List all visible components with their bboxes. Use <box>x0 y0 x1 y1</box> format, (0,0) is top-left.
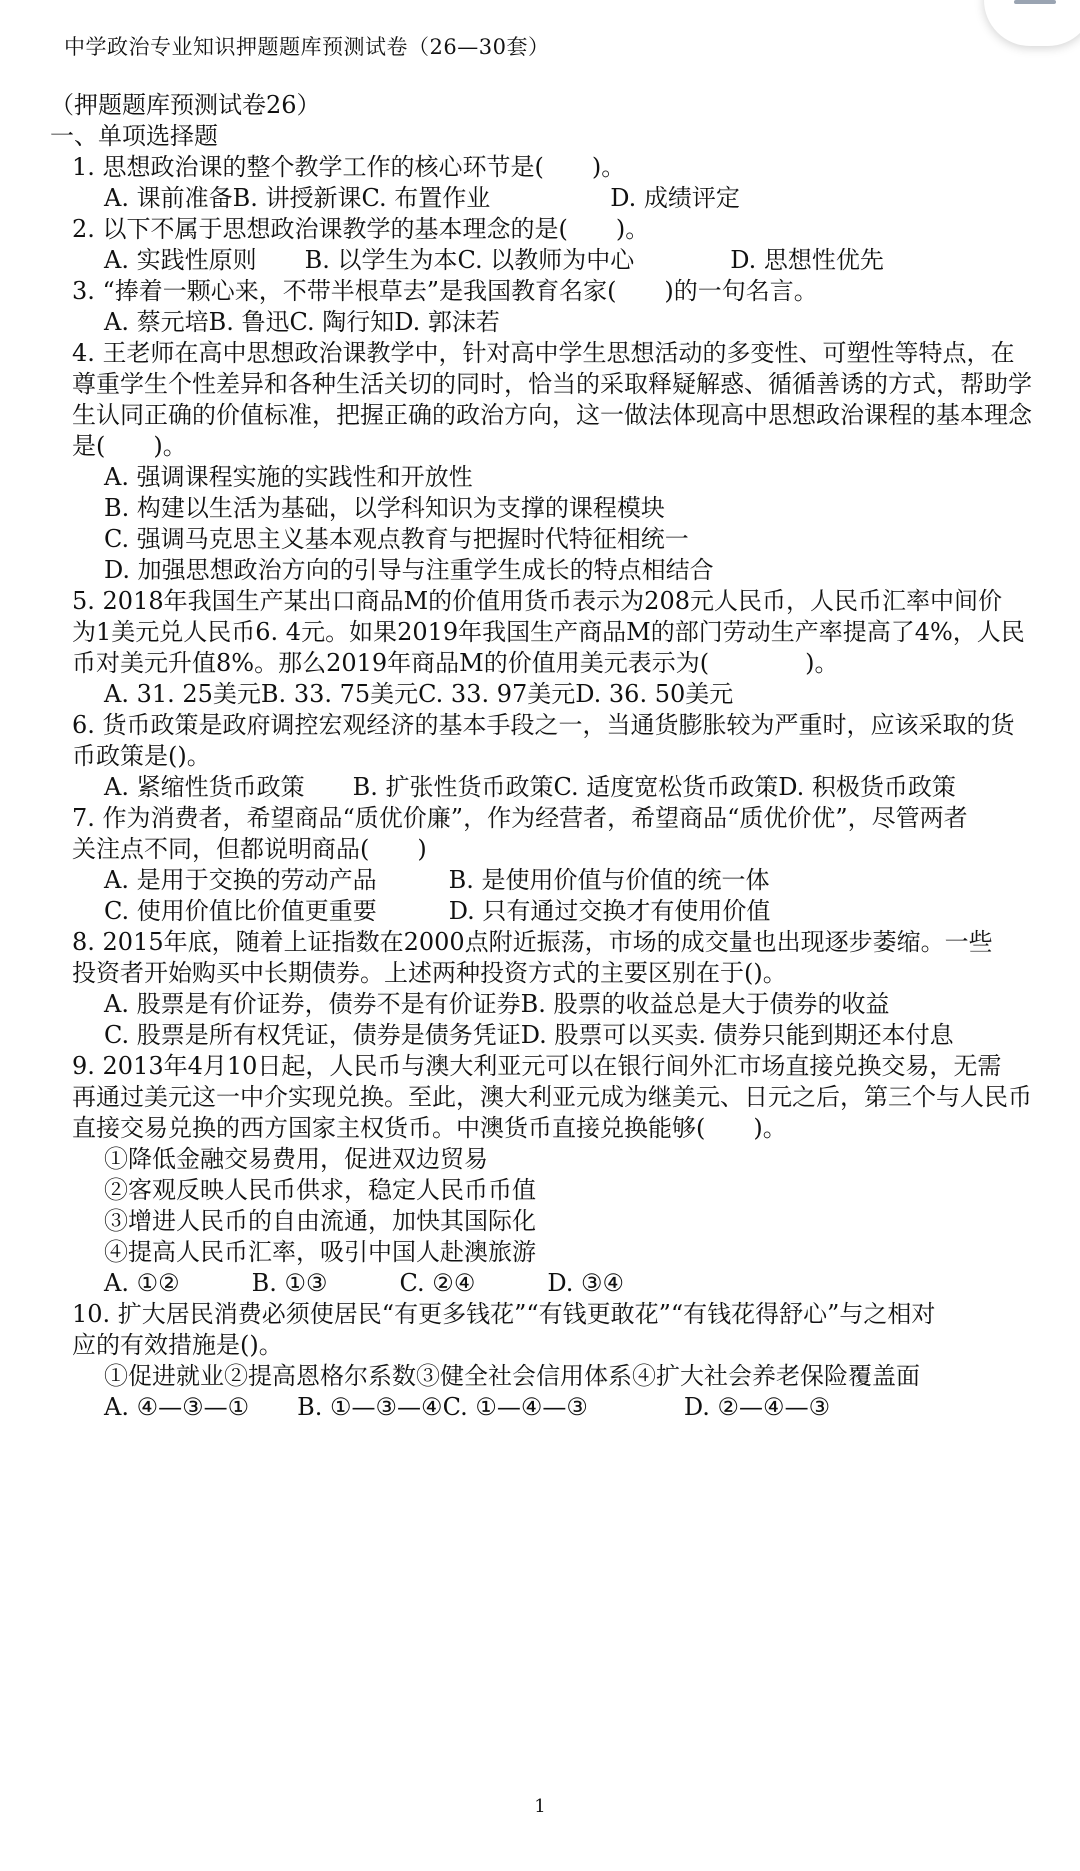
answer-options: ①促进就业②提高恩格尔系数③健全社会信用体系④扩大社会养老保险覆盖面 <box>104 1362 920 1390</box>
answer-options: A. 实践性原则 B. 以学生为本C. 以教师为中心 D. 思想性优先 <box>104 246 884 274</box>
answer-options: C. 股票是所有权凭证，债券是债务凭证D. 股票可以买卖. 债券只能到期还本付息 <box>104 1021 954 1049</box>
answer-options: A. ④—③—① B. ①—③—④C. ①—④—③ D. ②—④—③ <box>104 1393 831 1421</box>
question-stem: 7. 作为消费者，希望商品“质优价廉”，作为经营者，希望商品“质优价优”，尽管两者 <box>72 804 968 832</box>
answer-options: A. 课前准备B. 讲授新课C. 布置作业 D. 成绩评定 <box>104 184 740 212</box>
question-continuation: 尊重学生个性差异和各种生活关切的同时，恰当的采取释疑解惑、循循善诱的方式，帮助学 <box>72 370 1032 398</box>
question-stem: 2. 以下不属于思想政治课教学的基本理念的是( )。 <box>72 215 650 243</box>
question-continuation: 直接交易兑换的西方国家主权货币。中澳货币直接兑换能够( )。 <box>72 1114 787 1142</box>
question-continuation: 是( )。 <box>72 432 187 460</box>
answer-options: B. 构建以生活为基础，以学科知识为支撑的课程模块 <box>104 494 665 522</box>
question-stem: 1. 思想政治课的整个教学工作的核心环节是( )。 <box>72 153 626 181</box>
question-continuation: 币政策是()。 <box>72 742 211 770</box>
menu-button[interactable] <box>984 0 1080 46</box>
question-continuation: 投资者开始购买中长期债券。上述两种投资方式的主要区别在于()。 <box>72 959 787 987</box>
answer-options: A. 31. 25美元B. 33. 75美元C. 33. 97美元D. 36. 50美元 <box>104 680 734 708</box>
question-continuation: 为1美元兑人民币6. 4元。如果2019年我国生产商品M的部门劳动生产率提高了4%，人民 <box>72 618 1025 646</box>
answer-options: A. ①② B. ①③ C. ②④ D. ③④ <box>104 1269 625 1297</box>
answer-options: A. 是用于交换的劳动产品 B. 是使用价值与价值的统一体 <box>104 866 770 894</box>
answer-options: C. 强调马克思主义基本观点教育与把握时代特征相统一 <box>104 525 689 553</box>
question-continuation: 再通过美元这一中介实现兑换。至此，澳大利亚元成为继美元、日元之后，第三个与人民币 <box>72 1083 1032 1111</box>
answer-options: A. 强调课程实施的实践性和开放性 <box>104 463 473 491</box>
question-stem: 10. 扩大居民消费必须使居民“有更多钱花”“有钱更敢花”“有钱花得舒心”与之相对 <box>72 1300 936 1328</box>
page-number: 1 <box>534 1796 546 1817</box>
question-continuation: 币对美元升值8%。那么2019年商品M的价值用美元表示为( )。 <box>72 649 839 677</box>
answer-options: ②客观反映人民币供求，稳定人民币币值 <box>104 1176 536 1204</box>
question-stem: 6. 货币政策是政府调控宏观经济的基本手段之一，当通货膨胀较为严重时，应该采取的货 <box>72 711 1015 739</box>
answer-options: A. 紧缩性货币政策 B. 扩张性货币政策C. 适度宽松货币政策D. 积极货币政策 <box>104 773 956 801</box>
question-stem: 9. 2013年4月10日起，人民币与澳大利亚元可以在银行间外汇市场直接兑换交易，无需 <box>72 1052 1002 1080</box>
answer-options: D. 加强思想政治方向的引导与注重学生成长的特点相结合 <box>104 556 714 584</box>
question-continuation: 应的有效措施是()。 <box>72 1331 283 1359</box>
section-heading: 一、单项选择题 <box>50 122 218 150</box>
answer-options: ①降低金融交易费用，促进双边贸易 <box>104 1145 488 1173</box>
answer-options: ③增进人民币的自由流通，加快其国际化 <box>104 1207 536 1235</box>
question-stem: 5. 2018年我国生产某出口商品M的价值用货币表示为208元人民币，人民币汇率中间价 <box>72 587 1002 615</box>
answer-options: ④提高人民币汇率，吸引中国人赴澳旅游 <box>104 1238 536 1266</box>
question-stem: 3. “捧着一颗心来，不带半根草去”是我国教育名家( )的一句名言。 <box>72 277 818 305</box>
page-header: 中学政治专业知识押题题库预测试卷（26—30套） <box>64 35 550 59</box>
answer-options: A. 蔡元培B. 鲁迅C. 陶行知D. 郭沫若 <box>104 308 500 336</box>
question-continuation: 关注点不同，但都说明商品( ) <box>72 835 427 863</box>
section-heading: （押题题库预测试卷26） <box>50 91 321 119</box>
question-stem: 8. 2015年底，随着上证指数在2000点附近振荡，市场的成交量也出现逐步萎缩。一些 <box>72 928 993 956</box>
question-continuation: 生认同正确的价值标准，把握正确的政治方向，这一做法体现高中思想政治课程的基本理念 <box>72 401 1032 429</box>
question-stem: 4. 王老师在高中思想政治课教学中，针对高中学生思想活动的多变性、可塑性等特点，在 <box>72 339 1015 367</box>
menu-icon <box>1014 0 1056 4</box>
answer-options: A. 股票是有价证券，债券不是有价证券B. 股票的收益总是大于债券的收益 <box>104 990 890 1018</box>
answer-options: C. 使用价值比价值更重要 D. 只有通过交换才有使用价值 <box>104 897 771 925</box>
